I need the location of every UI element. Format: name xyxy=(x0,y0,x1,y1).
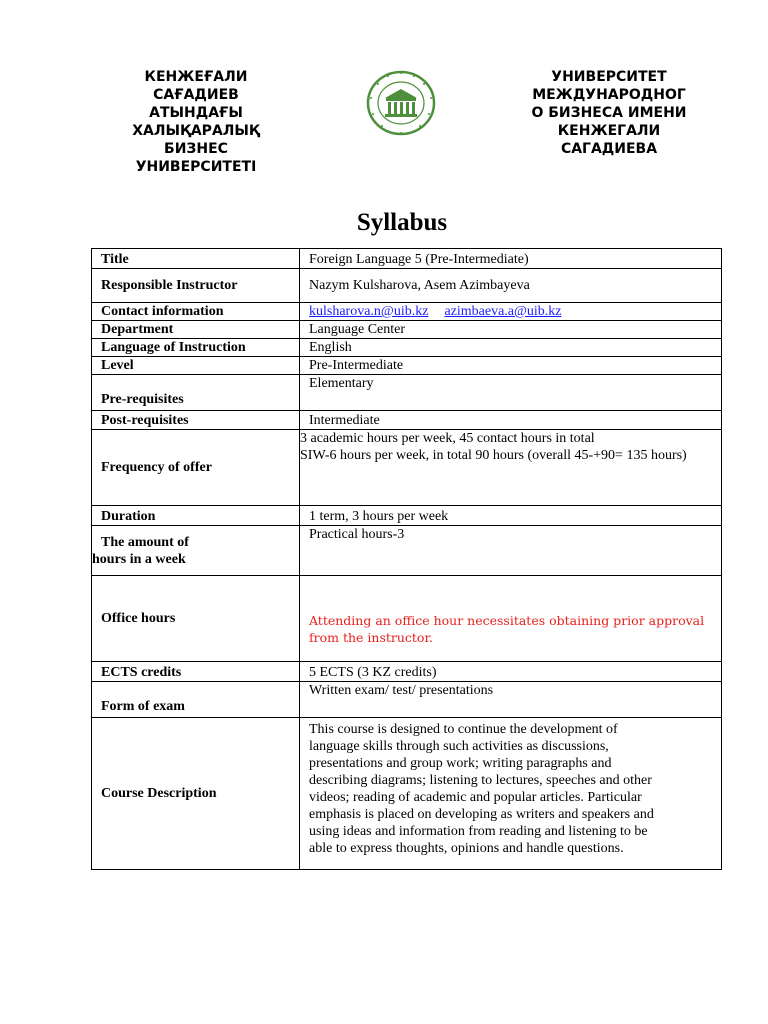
row-label: Post-requisites xyxy=(101,412,189,428)
department-value: Language Center xyxy=(309,322,406,337)
row-label-line-1: The amount of xyxy=(101,535,189,550)
page-title: Syllabus xyxy=(356,209,448,236)
row-label: Course Description xyxy=(101,786,217,801)
table-row-frequency xyxy=(92,430,722,506)
row-label: Contact information xyxy=(101,304,224,319)
frequency-line-contact-hours: 3 academic hours per week, 45 contact hours in total xyxy=(300,431,595,446)
row-label: Language of Instruction xyxy=(101,340,246,355)
row-label: Form of exam xyxy=(101,699,185,714)
row-label: Office hours xyxy=(101,611,176,626)
exam-value: Written exam/ test/ presentations xyxy=(309,683,494,698)
row-label: ECTS credits xyxy=(101,665,182,680)
table-row-office-hours xyxy=(92,576,722,662)
table-row-duration xyxy=(92,506,722,526)
ects-value: 5 ECTS (3 KZ credits) xyxy=(309,665,437,680)
table-row-contact xyxy=(92,303,722,321)
office-hours-note: Attending an office hour necessitates obtaining prior approval from the instructor. xyxy=(309,613,705,645)
row-label: Duration xyxy=(101,509,156,524)
syllabus-table xyxy=(91,248,722,870)
table-row-language xyxy=(92,339,722,357)
table-row-instructor xyxy=(92,269,722,303)
level-value: Pre-Intermediate xyxy=(309,358,404,373)
duration-value: 1 term, 3 hours per week xyxy=(309,509,449,524)
prerequisites-value: Elementary xyxy=(309,376,374,391)
table-row-title xyxy=(92,249,722,269)
frequency-line-siw-hours: SIW-6 hours per week, in total 90 hours (overall 45-+90= 135 hours) xyxy=(300,448,687,463)
university-name-russian: УНИВЕРСИТЕТ МЕЖДУНАРОДНОГ О БИЗНЕСА ИМЕНИ КЕНЖЕГАЛИ САГАДИЕВА xyxy=(531,69,687,157)
row-label-line-2: hours in a week xyxy=(92,552,186,567)
row-label: Department xyxy=(101,322,174,337)
row-label: Title xyxy=(101,252,129,267)
table-row-department xyxy=(92,321,722,339)
row-label: Frequency of offer xyxy=(101,460,212,475)
table-row-postrequisites xyxy=(92,411,722,430)
email-link-azimbaeva[interactable]: azimbaeva.a@uib.kz xyxy=(444,304,562,319)
row-label: Responsible Instructor xyxy=(101,278,238,293)
course-title-value: Foreign Language 5 (Pre-Intermediate) xyxy=(309,252,529,267)
email-link-kulsharova[interactable]: kulsharova.n@uib.kz xyxy=(309,304,429,319)
weekly-hours-value: Practical hours-3 xyxy=(309,527,405,542)
row-label: Level xyxy=(101,358,134,373)
table-row-ects xyxy=(92,662,722,682)
language-value: English xyxy=(309,340,352,355)
row-label: Pre-requisites xyxy=(101,392,184,407)
university-seal-icon xyxy=(366,70,436,136)
table-row-description xyxy=(92,718,722,870)
table-row-exam xyxy=(92,682,722,718)
postrequisites-value: Intermediate xyxy=(309,412,380,428)
university-name-kazakh: КЕНЖЕҒАЛИ САҒАДИЕВ АТЫНДАҒЫ ХАЛЫҚАРАЛЫҚ БИЗНЕС УНИВЕРСИТЕТІ xyxy=(132,69,260,175)
table-row-level xyxy=(92,357,722,375)
table-row-prerequisites xyxy=(92,375,722,411)
table-row-weekly-hours xyxy=(92,526,722,576)
course-description-text: This course is designed to continue the development of language skills through such activities as discussions, presentations and group work; writing paragraphs and describing diagrams; listening to lectures, speeches and other videos; reading of academic and popular articles. Particular emphasis is placed on developing as writers and speakers and using ideas and information from reading and listening to be able to express thoughts, opinions and handle questions. xyxy=(309,722,654,856)
instructor-value: Nazym Kulsharova, Asem Azimbayeva xyxy=(309,278,530,293)
